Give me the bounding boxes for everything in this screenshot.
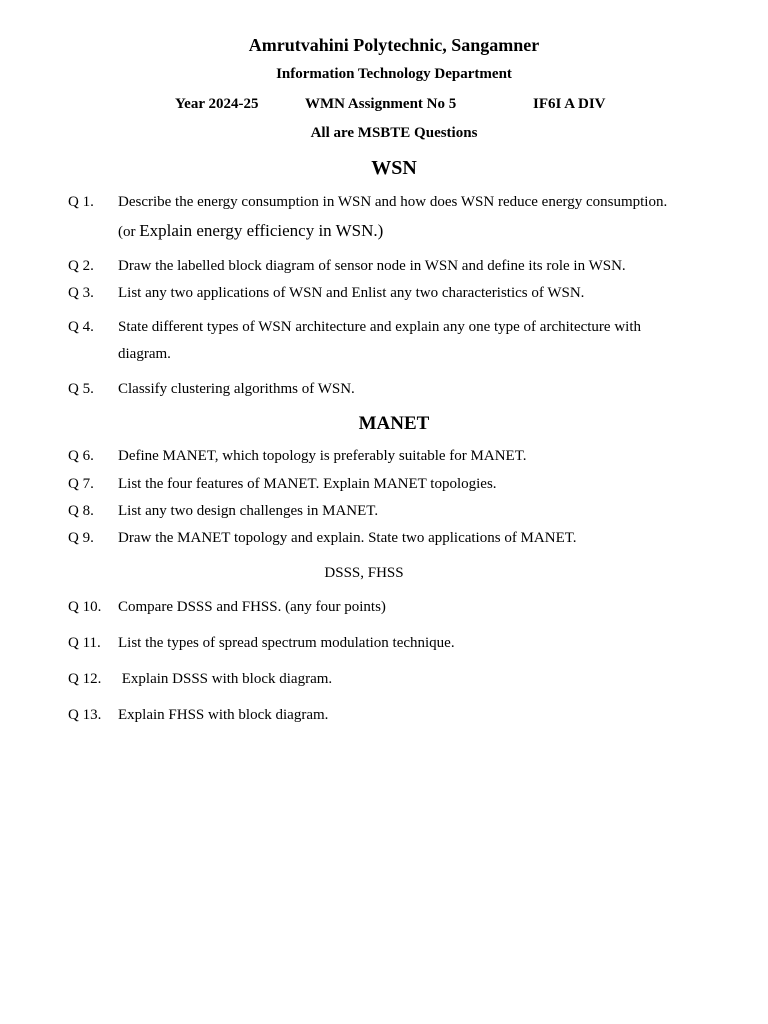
msbte-note: All are MSBTE Questions — [310, 125, 478, 141]
question-text: Explain FHSS with block diagram. — [118, 707, 329, 723]
question-number: Q 5. — [68, 381, 94, 397]
question-text: State different types of WSN architecture and explain any one type of architecture with — [118, 319, 642, 335]
question-text: List the types of spread spectrum modulation technique. — [118, 635, 455, 651]
question-number: Q 8. — [68, 503, 94, 519]
question-number: Q 3. — [68, 285, 94, 301]
question-number: Q 7. — [68, 476, 94, 492]
academic-year: Year 2024-25 — [175, 96, 259, 112]
question-number: Q 10. — [68, 599, 102, 615]
assignment-title: WMN Assignment No 5 — [305, 96, 457, 112]
question-number: Q 4. — [68, 319, 94, 335]
question-text-alt-prefix: (or — [118, 224, 140, 240]
question-text: Draw the labelled block diagram of sensor node in WSN and define its role in WSN. — [118, 258, 626, 274]
question-text: Describe the energy consumption in WSN and how does WSN reduce energy consumption. — [118, 194, 668, 210]
division-label: IF6I A DIV — [533, 96, 606, 112]
department-name: Information Technology Department — [276, 66, 512, 82]
question-text: Define MANET, which topology is preferably suitable for MANET. — [118, 448, 527, 464]
question-text: List the four features of MANET. Explain MANET topologies. — [118, 476, 497, 492]
question-number: Q 13. — [68, 707, 102, 723]
question-text: Compare DSSS and FHSS. (any four points) — [118, 599, 386, 615]
question-text: Classify clustering algorithms of WSN. — [118, 381, 355, 397]
question-text: List any two applications of WSN and Enlist any two characteristics of WSN. — [118, 285, 585, 301]
question-number: Q 1. — [68, 194, 94, 210]
question-number: Q 6. — [68, 448, 94, 464]
question-number: Q 11. — [68, 635, 101, 651]
question-number: Q 2. — [68, 258, 94, 274]
question-text-continued: diagram. — [118, 346, 171, 362]
college-name: Amrutvahini Polytechnic, Sangamner — [248, 35, 540, 55]
question-text: List any two design challenges in MANET. — [118, 503, 379, 519]
section-heading-manet: MANET — [358, 413, 430, 434]
question-number: Q 12. — [68, 671, 102, 687]
question-text: Draw the MANET topology and explain. State two applications of MANET. — [118, 530, 577, 546]
section-heading-dsss-fhss: DSSS, FHSS — [324, 565, 404, 581]
question-number: Q 9. — [68, 530, 94, 546]
question-text-alt — [118, 221, 383, 241]
question-text: Explain DSSS with block diagram. — [118, 671, 333, 687]
section-heading-wsn: WSN — [371, 157, 417, 179]
question-text-alt-main: Explain energy efficiency in WSN.) — [139, 221, 384, 240]
